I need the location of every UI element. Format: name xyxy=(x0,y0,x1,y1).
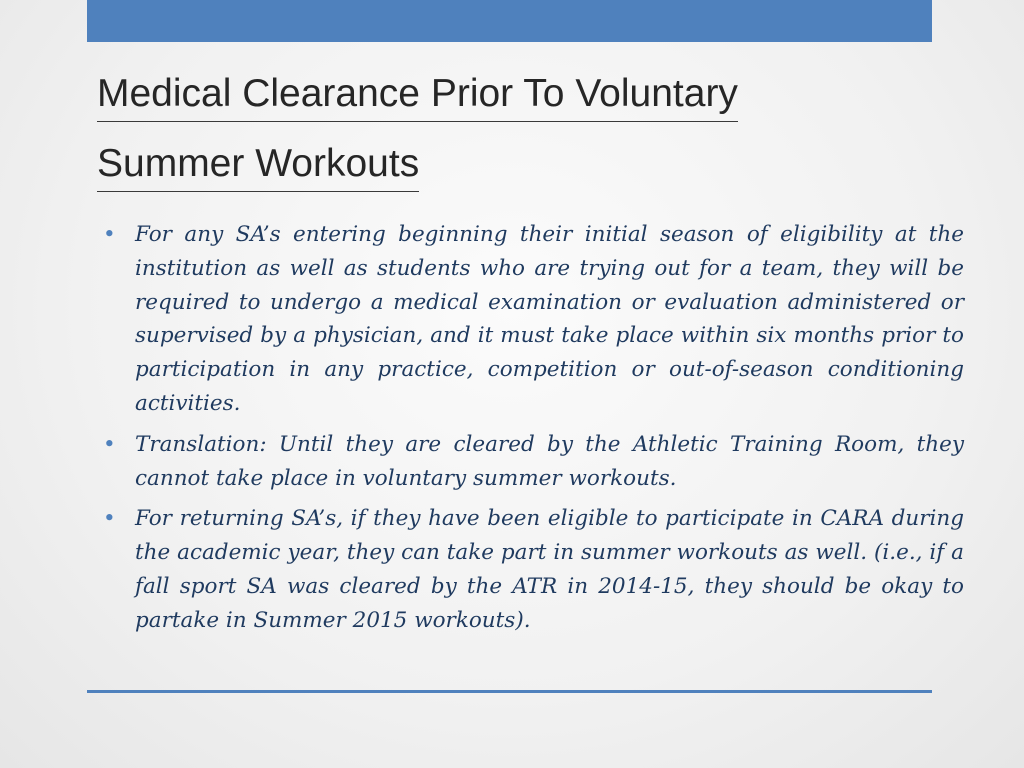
bullet-text: Translation: Until they are cleared by the Athletic Training Room, they cannot take place in voluntary summer workouts. xyxy=(135,431,964,491)
bullet-list xyxy=(100,218,964,645)
slide-title-line-2: Summer Workouts xyxy=(97,137,419,192)
bottom-divider xyxy=(87,690,932,693)
bullet-text: For returning SA’s, if they have been eligible to participate in CARA during the academic year, they can take part in summer workouts as well. (i.e., if a fall sport SA was cleared by the ATR in 2014-15, they should be okay to partake in Summer 2015 workouts). xyxy=(135,506,964,633)
slide-title-line-1: Medical Clearance Prior To Voluntary xyxy=(97,67,738,122)
bullet-item xyxy=(100,502,964,637)
bullet-item xyxy=(100,428,964,496)
bullet-item xyxy=(100,218,964,421)
top-accent-band xyxy=(87,0,932,42)
bullet-marker-icon: • xyxy=(103,506,116,532)
bullet-marker-icon: • xyxy=(103,222,116,247)
bullet-marker-icon: • xyxy=(103,431,116,457)
bullet-text: For any SA’s entering beginning their initial season of eligibility at the institution as well as students who are trying out for a team, they will be required to undergo a medical examination or evaluation administered or supervised by a physician, and it must take place within six months prior to participation in any practice, competition or out-of-season conditioning activities. xyxy=(135,222,964,416)
slide-title xyxy=(97,62,917,202)
